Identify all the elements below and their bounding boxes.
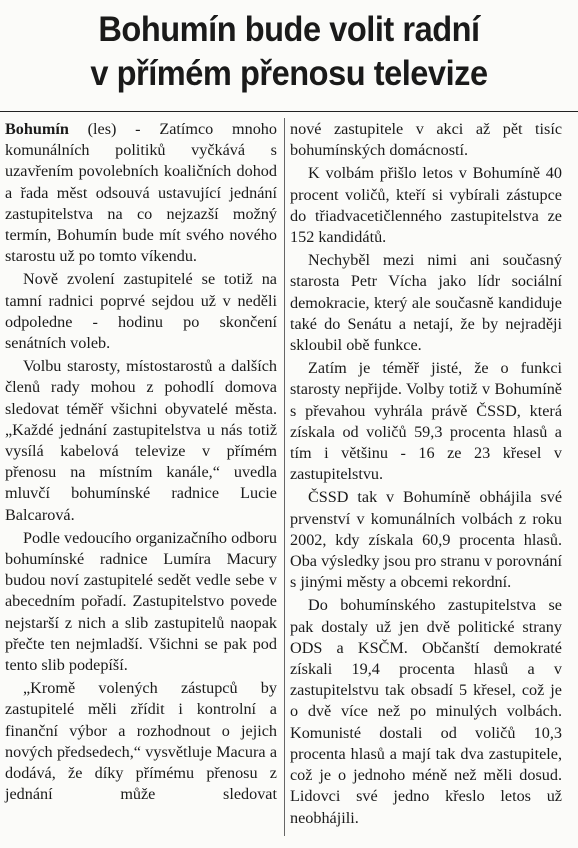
article-paragraph: ČSSD tak v Bohumíně obhájila své prvenství v komunálních volbách z roku 2002, kdy získala 60,9 procenta hlasů. Oba výsledky jsou pro stranu v porovnání s jinými městy a obcemi rekordní. bbox=[290, 488, 562, 592]
headline-rule bbox=[0, 111, 578, 112]
article-column-right bbox=[290, 119, 562, 829]
article-paragraph: K volbám přišlo letos v Bohumíně 40 procent voličů, kteří si vybírali zástupce do třiadvacetičlenného zastupitelstva ze 152 kandidátů. bbox=[290, 164, 562, 247]
headline-line-1: Bohumín bude volit radní bbox=[98, 10, 480, 49]
article-paragraph: Zatím je téměř jisté, že o funkci starosty nepřijde. Volby totiž v Bohumíně s převahou vyhrála právě ČSSD, která získala od voličů 59,3 procenta hlasů a tím i většinu - 16 ze 23 křesel v zastupitelstvu. bbox=[290, 359, 562, 484]
dateline: Bohumín bbox=[5, 120, 69, 138]
article-paragraph: Podle vedoucího organizačního odboru bohumínské radnice Lumíra Macury budou noví zastupitelé sedět vedle sebe v abecedním pořadí. Zastupitelstvo povede nejstarší z nich a slib zastupitelů naopak přečte ten nejmladší. Všichni se pak pod tento slib podepíší. bbox=[5, 528, 277, 675]
article-paragraph: Bohumín (les) - Zatímco mnoho komunálních politiků vyčkává s uzavřením povolebních koaličních dohod a řada měst odsouvá ustavující jednání zastupitelstva na co nejzazší možný termín, Bohumín bude mít svého nového starostu už po tomto víkendu. bbox=[5, 120, 277, 266]
headline-line-2: v přímém přenosu televize bbox=[90, 54, 488, 93]
article-paragraph: „Kromě volených zástupců by zastupitelé měli zřídit i kontrolní a finanční výbor a rozhodnout o jejich nových předsedech,“ vysvětluje Macura a dodává, že díky přímému přenosu z jednání může sledovat bbox=[5, 679, 277, 804]
article-paragraph: Do bohumínského zastupitelstva se pak dostaly už jen dvě politické strany ODS a KSČM. Občanští demokraté získali 19,4 procenta hlasů a v zastupitelstvu tak obsadí 5 křesel, což je o dvě více než po minulých volbách. Komunisté dostali od voličů 10,3 procenta hlasů a mají tak dva zastupitele, což je o jednoho méně než měli dosud. Lidovci své jedno křeslo letos už neobhájili. bbox=[290, 596, 562, 827]
article-paragraph: Volbu starosty, místostarostů a dalších členů rady mohou z pohodlí domova sledovat téměř všichni obyvatelé města. „Každé jednání zastupitelstva u nás totiž vysílá kabelová televize v přímém přenosu na místním kanále,“ uvedla mluvčí bohumínské radnice Lucie Balcarová. bbox=[5, 357, 277, 524]
column-divider bbox=[284, 118, 285, 836]
article-paragraph-continued: nové zastupitele v akci až pět tisíc bohumínských domácností. bbox=[290, 120, 562, 160]
article-paragraph: Nově zvolení zastupitelé se totiž na tamní radnici poprvé sejdou už v neděli odpoledne - hodinu po skončení senátních voleb. bbox=[5, 270, 277, 353]
headline bbox=[20, 8, 558, 96]
article-paragraph: Nechyběl mezi nimi ani současný starosta Petr Vícha jako lídr sociální demokracie, který ale současně kandiduje také do Senátu a netají, že by nejraději skloubil obě funkce. bbox=[290, 251, 562, 355]
article-column-left bbox=[5, 119, 277, 806]
